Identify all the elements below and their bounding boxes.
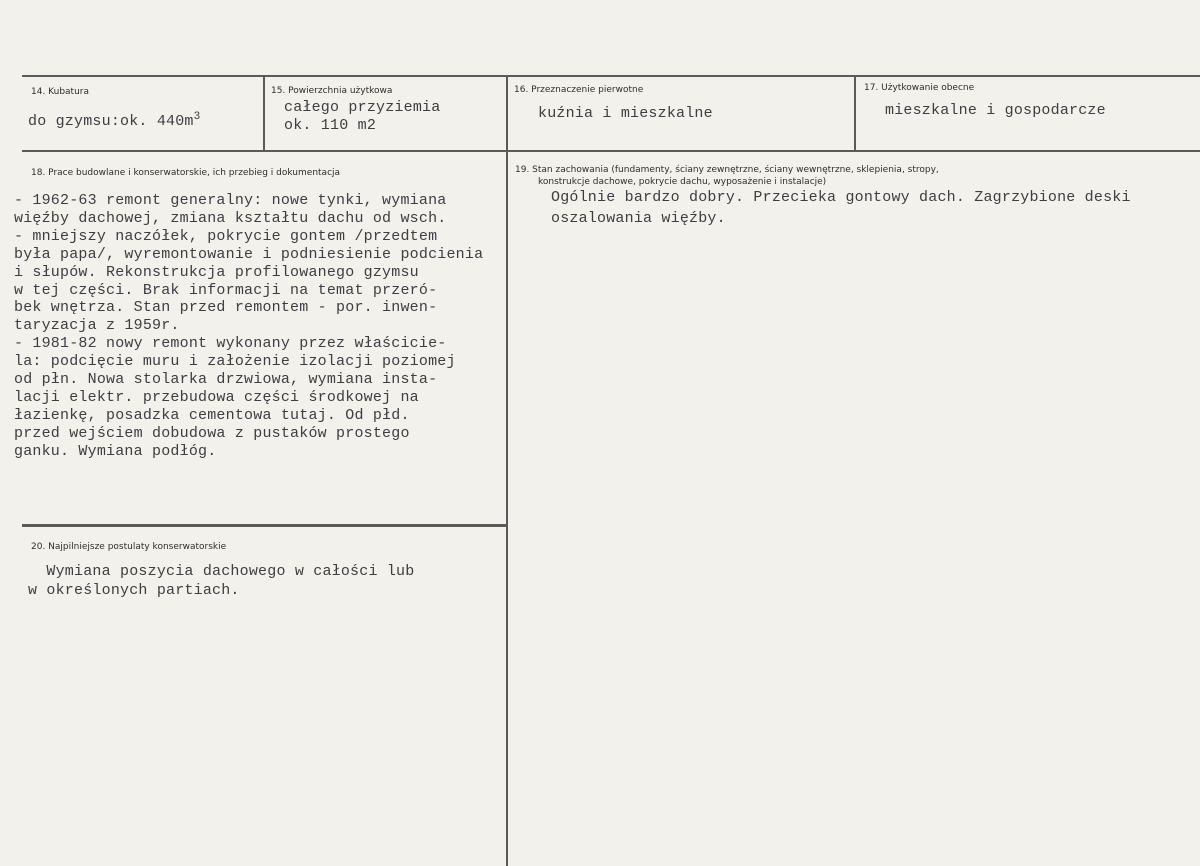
- field-18-line: więźby dachowej, zmiana kształtu dachu od wsch.: [14, 209, 447, 227]
- field-16-label: 16. Przeznaczenie pierwotne: [514, 85, 644, 95]
- section-18-bottom-rule: [22, 524, 508, 527]
- field-19-line-1: Ogólnie bardzo dobry. Przecieka gontowy dach. Zagrzybione deski: [551, 189, 1131, 206]
- field-18-line: i słupów. Rekonstrukcja profilowanego gzymsu: [14, 263, 419, 281]
- field-18-line: ganku. Wymiana podłóg.: [14, 442, 217, 460]
- field-14-value: [28, 108, 200, 132]
- field-18-line: - 1981-82 nowy remont wykonany przez właściciе-: [14, 335, 447, 353]
- field-19-line-2: oszalowania więźby.: [551, 210, 726, 227]
- top-rule: [22, 75, 1200, 77]
- field-15-line-2: ok. 110 m2: [284, 117, 377, 134]
- divider-16-17: [854, 76, 856, 152]
- field-18-line: łazienkę, posadzka cementowa tutaj. Od płd.: [14, 406, 410, 424]
- field-20-label: 20. Najpilniejsze postulaty konserwatorskie: [31, 542, 227, 552]
- field-19-label-line-2: konstrukcje dachowe, pokrycie dachu, wyposażenie i instalacje): [538, 177, 827, 187]
- field-15-line-1: całego przyziemia: [284, 99, 441, 116]
- field-18-line: - 1962-63 remont generalny: nowe tynki, wymiana: [14, 192, 447, 209]
- field-19-label-line-1: 19. Stan zachowania (fundamenty, ściany zewnętrzne, ściany wewnętrzne, sklepienia, stropy,: [515, 165, 939, 175]
- field-14-label: 14. Kubatura: [31, 87, 90, 97]
- field-20-line-2: w określonych partiach.: [28, 582, 240, 599]
- field-18-line: - mniejszy naczółek, pokrycie gontem /przedtem: [14, 227, 438, 245]
- header-row-bottom-rule: [22, 150, 1200, 152]
- field-18-line: la: podcięcie muru i założenie izolacji poziomej: [14, 353, 456, 371]
- field-14-value-sup: 3: [193, 111, 201, 123]
- field-18-line: była papa/, wyremontowanie i podniesienie podcienia: [14, 245, 484, 263]
- field-18-line: lacji elektr. przebudowa części środkowej na: [14, 388, 419, 406]
- field-15-label: 15. Powierzchnia użytkowa: [271, 86, 393, 96]
- field-18-line: w tej części. Brak informacji na temat przeró-: [14, 281, 438, 299]
- field-17-label: 17. Użytkowanie obecne: [864, 83, 975, 93]
- field-20-line-1: Wymiana poszycia dachowego w całości lub: [28, 563, 415, 580]
- field-14-value-text: do gzymsu:ok. 440m: [28, 113, 194, 130]
- divider-14-15: [263, 76, 265, 152]
- field-18-line: bek wnętrza. Stan przed remontem - por. inwen-: [14, 299, 438, 317]
- field-18-label: 18. Prace budowlane i konserwatorskie, ich przebieg i dokumentacja: [31, 168, 341, 178]
- field-17-value: mieszkalne i gospodarcze: [885, 102, 1106, 119]
- field-18-line: od płn. Nowa stolarka drzwiowa, wymiana insta-: [14, 371, 438, 388]
- field-18-line: przed wejściem dobudowa z pustaków prostego: [14, 424, 410, 442]
- field-16-value: kuźnia i mieszkalne: [538, 105, 713, 122]
- divider-15-16: [506, 76, 508, 866]
- field-18-line: taryzacja z 1959r.: [14, 317, 180, 335]
